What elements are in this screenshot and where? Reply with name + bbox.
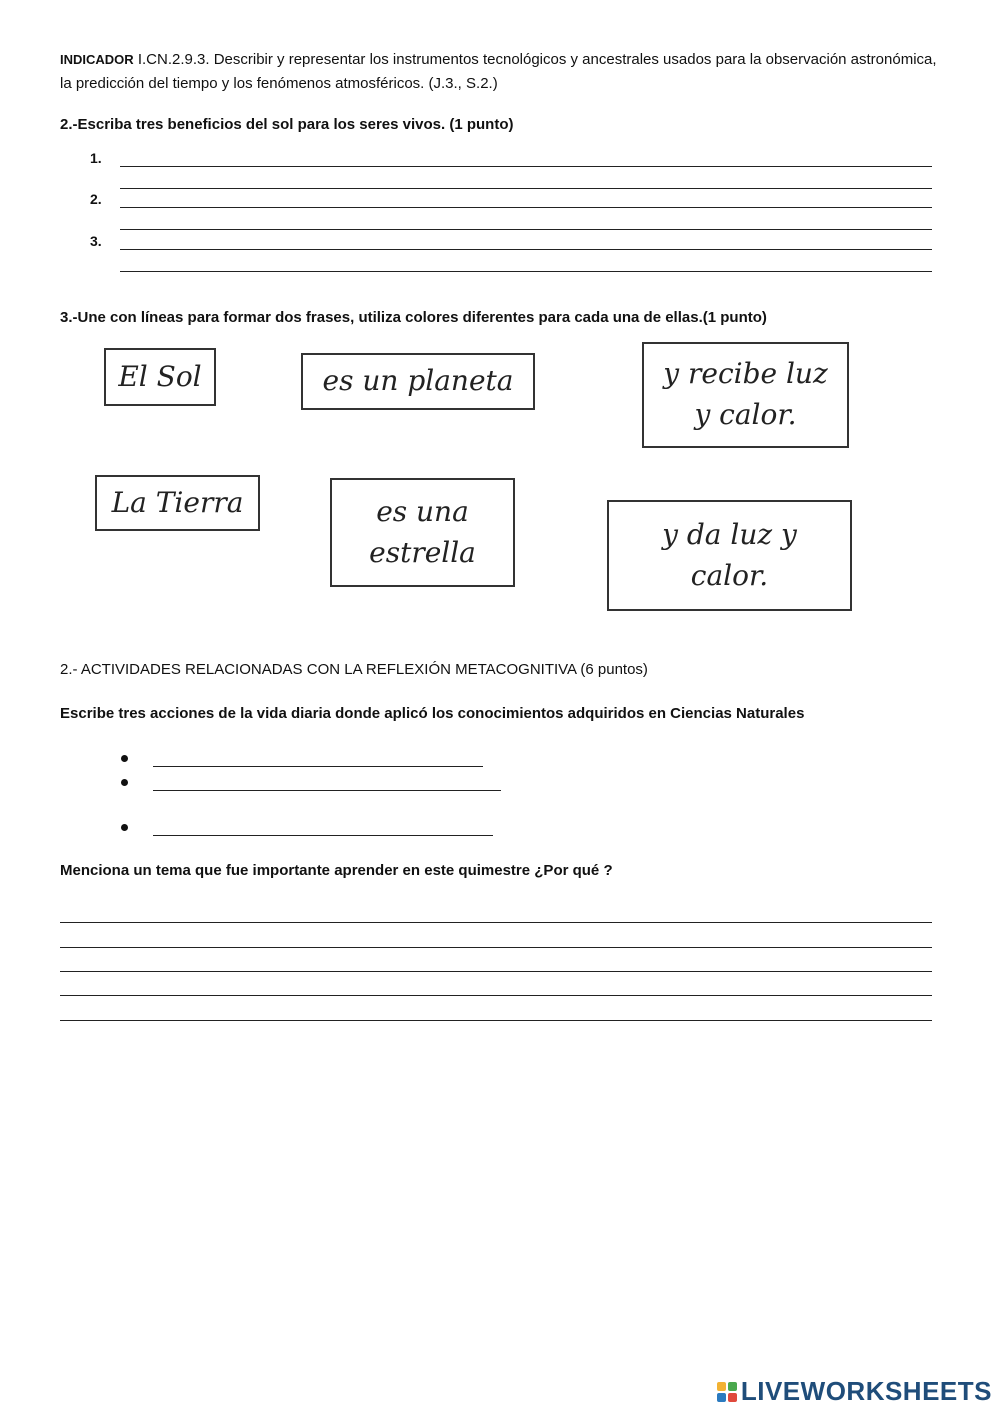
topic-line-5[interactable]: [60, 1020, 932, 1021]
card-y-da-luz-y-calor[interactable]: y da luz y calor.: [607, 500, 852, 611]
liveworksheets-icon: [717, 1382, 737, 1402]
brand-text: LIVEWORKSHEETS: [740, 1376, 992, 1406]
card-el-sol[interactable]: El Sol: [104, 348, 216, 406]
topic-question: Menciona un tema que fue importante aprender en este quimestre ¿Por qué ?: [60, 862, 613, 879]
answer-line-2b[interactable]: [120, 229, 932, 230]
topic-line-3[interactable]: [60, 971, 932, 972]
bullet-2: [121, 779, 128, 786]
answer-line-1b[interactable]: [120, 188, 932, 189]
answer-number-3: 3.: [90, 233, 102, 249]
indicator-label: INDICADOR: [60, 52, 134, 67]
card-es-un-planeta[interactable]: es un planeta: [301, 353, 535, 410]
answer-line-3a[interactable]: [120, 249, 932, 250]
indicator-paragraph: [60, 48, 940, 96]
answer-line-2a[interactable]: [120, 207, 932, 208]
bullet-1: [121, 755, 128, 762]
question-2-title: 2.-Escriba tres beneficios del sol para los seres vivos. (1 punto): [60, 116, 514, 133]
topic-line-2[interactable]: [60, 947, 932, 948]
action-line-2[interactable]: [153, 790, 501, 791]
answer-number-1: 1.: [90, 150, 102, 166]
indicator-text: I.CN.2.9.3. Describir y representar los instrumentos tecnológicos y ancestrales usados para la observación astronómica, la predicción del tiempo y los fenómenos atmosféricos. (J.3., S.2.): [60, 51, 937, 92]
liveworksheets-logo: [717, 1376, 992, 1407]
topic-line-4[interactable]: [60, 995, 932, 996]
section-heading: 2.- ACTIVIDADES RELACIONADAS CON LA REFLEXIÓN METACOGNITIVA (6 puntos): [60, 661, 648, 678]
card-es-una-estrella[interactable]: es una estrella: [330, 478, 515, 587]
topic-line-1[interactable]: [60, 922, 932, 923]
answer-number-2: 2.: [90, 191, 102, 207]
bullet-3: [121, 824, 128, 831]
actions-instruction: Escribe tres acciones de la vida diaria donde aplicó los conocimientos adquiridos en Ciencias Naturales: [60, 705, 805, 722]
answer-line-1a[interactable]: [120, 166, 932, 167]
action-line-1[interactable]: [153, 766, 483, 767]
answer-line-3b[interactable]: [120, 271, 932, 272]
card-la-tierra[interactable]: La Tierra: [95, 475, 260, 531]
action-line-3[interactable]: [153, 835, 493, 836]
card-y-recibe-luz-y-calor[interactable]: y recibe luz y calor.: [642, 342, 849, 448]
question-3-title: 3.-Une con líneas para formar dos frases, utiliza colores diferentes para cada una de ellas.(1 punto): [60, 309, 767, 326]
